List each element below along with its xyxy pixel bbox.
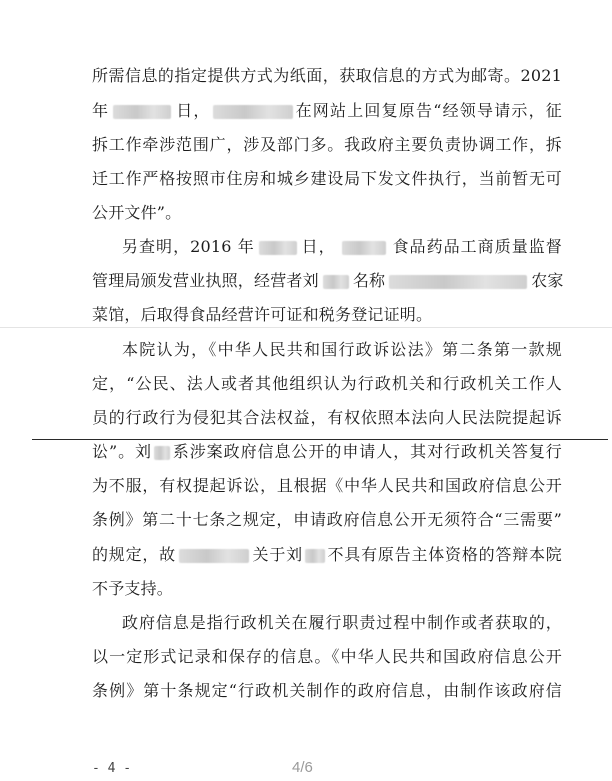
redacted-name <box>213 105 293 119</box>
scan-artifact-line <box>0 327 612 328</box>
text-segment: 日， <box>175 101 211 120</box>
text-line <box>92 442 562 462</box>
text-line: 拆工作牵涉范围广，涉及部门多。我政府主要负责协调工作，拆 <box>92 135 562 154</box>
text-line: 公开文件”。 <box>92 203 182 222</box>
text-line: 为不服，有权提起诉讼，且根据《中华人民共和国政府信息公开 <box>92 476 562 495</box>
page-indicator: 4/6 <box>292 759 313 776</box>
text-line: 定，“公民、法人或者其他组织认为行政机关和行政机关工作人 <box>92 374 562 393</box>
text-segment: 日， <box>300 237 336 256</box>
text-line: 不予支持。 <box>92 579 174 598</box>
text-segment: 名称 <box>352 271 386 290</box>
redacted-name <box>154 446 170 460</box>
text-segment: 讼”。刘 <box>92 442 153 461</box>
text-line: 迁工作严格按照市住房和城乡建设局下发文件执行，当前暂无可 <box>92 169 562 188</box>
text-line: 菜馆，后取得食品经营许可证和税务登记证明。 <box>92 305 433 324</box>
text-line <box>122 237 562 257</box>
redacted-date <box>259 241 297 255</box>
text-line <box>92 545 562 565</box>
text-segment: 食品药品工商质量监督 <box>391 237 562 256</box>
text-segment: 系涉案政府信息公开的申请人，其对行政机关答复行 <box>172 442 562 461</box>
text-segment: 农家 <box>531 271 564 290</box>
text-segment: 关于刘 <box>251 545 303 564</box>
redacted-name <box>342 241 386 255</box>
text-line: 条例》第二十七条之规定，申请政府信息公开无须符合“三需要” <box>92 510 562 529</box>
text-line <box>92 271 562 291</box>
text-line: 所需信息的指定提供方式为纸面，获取信息的方式为邮寄。2021 <box>92 66 562 85</box>
redacted-date <box>113 105 171 119</box>
text-segment: 不具有原告主体资格的答辩本院 <box>326 545 562 564</box>
scan-artifact-line <box>32 439 608 440</box>
text-segment: 管理局颁发营业执照，经营者刘 <box>92 271 319 290</box>
text-segment: 在网站上回复原告“经领导请示，征 <box>294 101 562 120</box>
redacted-name <box>305 549 325 563</box>
redacted-name <box>323 275 349 289</box>
text-line: 员的行政行为侵犯其合法权益，有权依照本法向人民法院提起诉 <box>92 408 562 427</box>
text-line: 条例》第十条规定“行政机关制作的政府信息，由制作该政府信 <box>92 681 562 700</box>
text-line: 以一定形式记录和保存的信息。《中华人民共和国政府信息公开 <box>92 647 562 666</box>
text-line: 政府信息是指行政机关在履行职责过程中制作或者获取的， <box>122 613 562 632</box>
text-segment: 另查明，2016 年 <box>122 237 255 256</box>
text-segment: 的规定，故 <box>92 545 176 564</box>
page-number: - 4 - <box>92 761 132 776</box>
redacted-name <box>179 549 249 563</box>
text-segment: 年 <box>92 101 110 120</box>
text-line: 本院认为，《中华人民共和国行政诉讼法》第二条第一款规 <box>122 340 562 359</box>
text-line <box>92 101 562 121</box>
redacted-name <box>389 275 527 289</box>
